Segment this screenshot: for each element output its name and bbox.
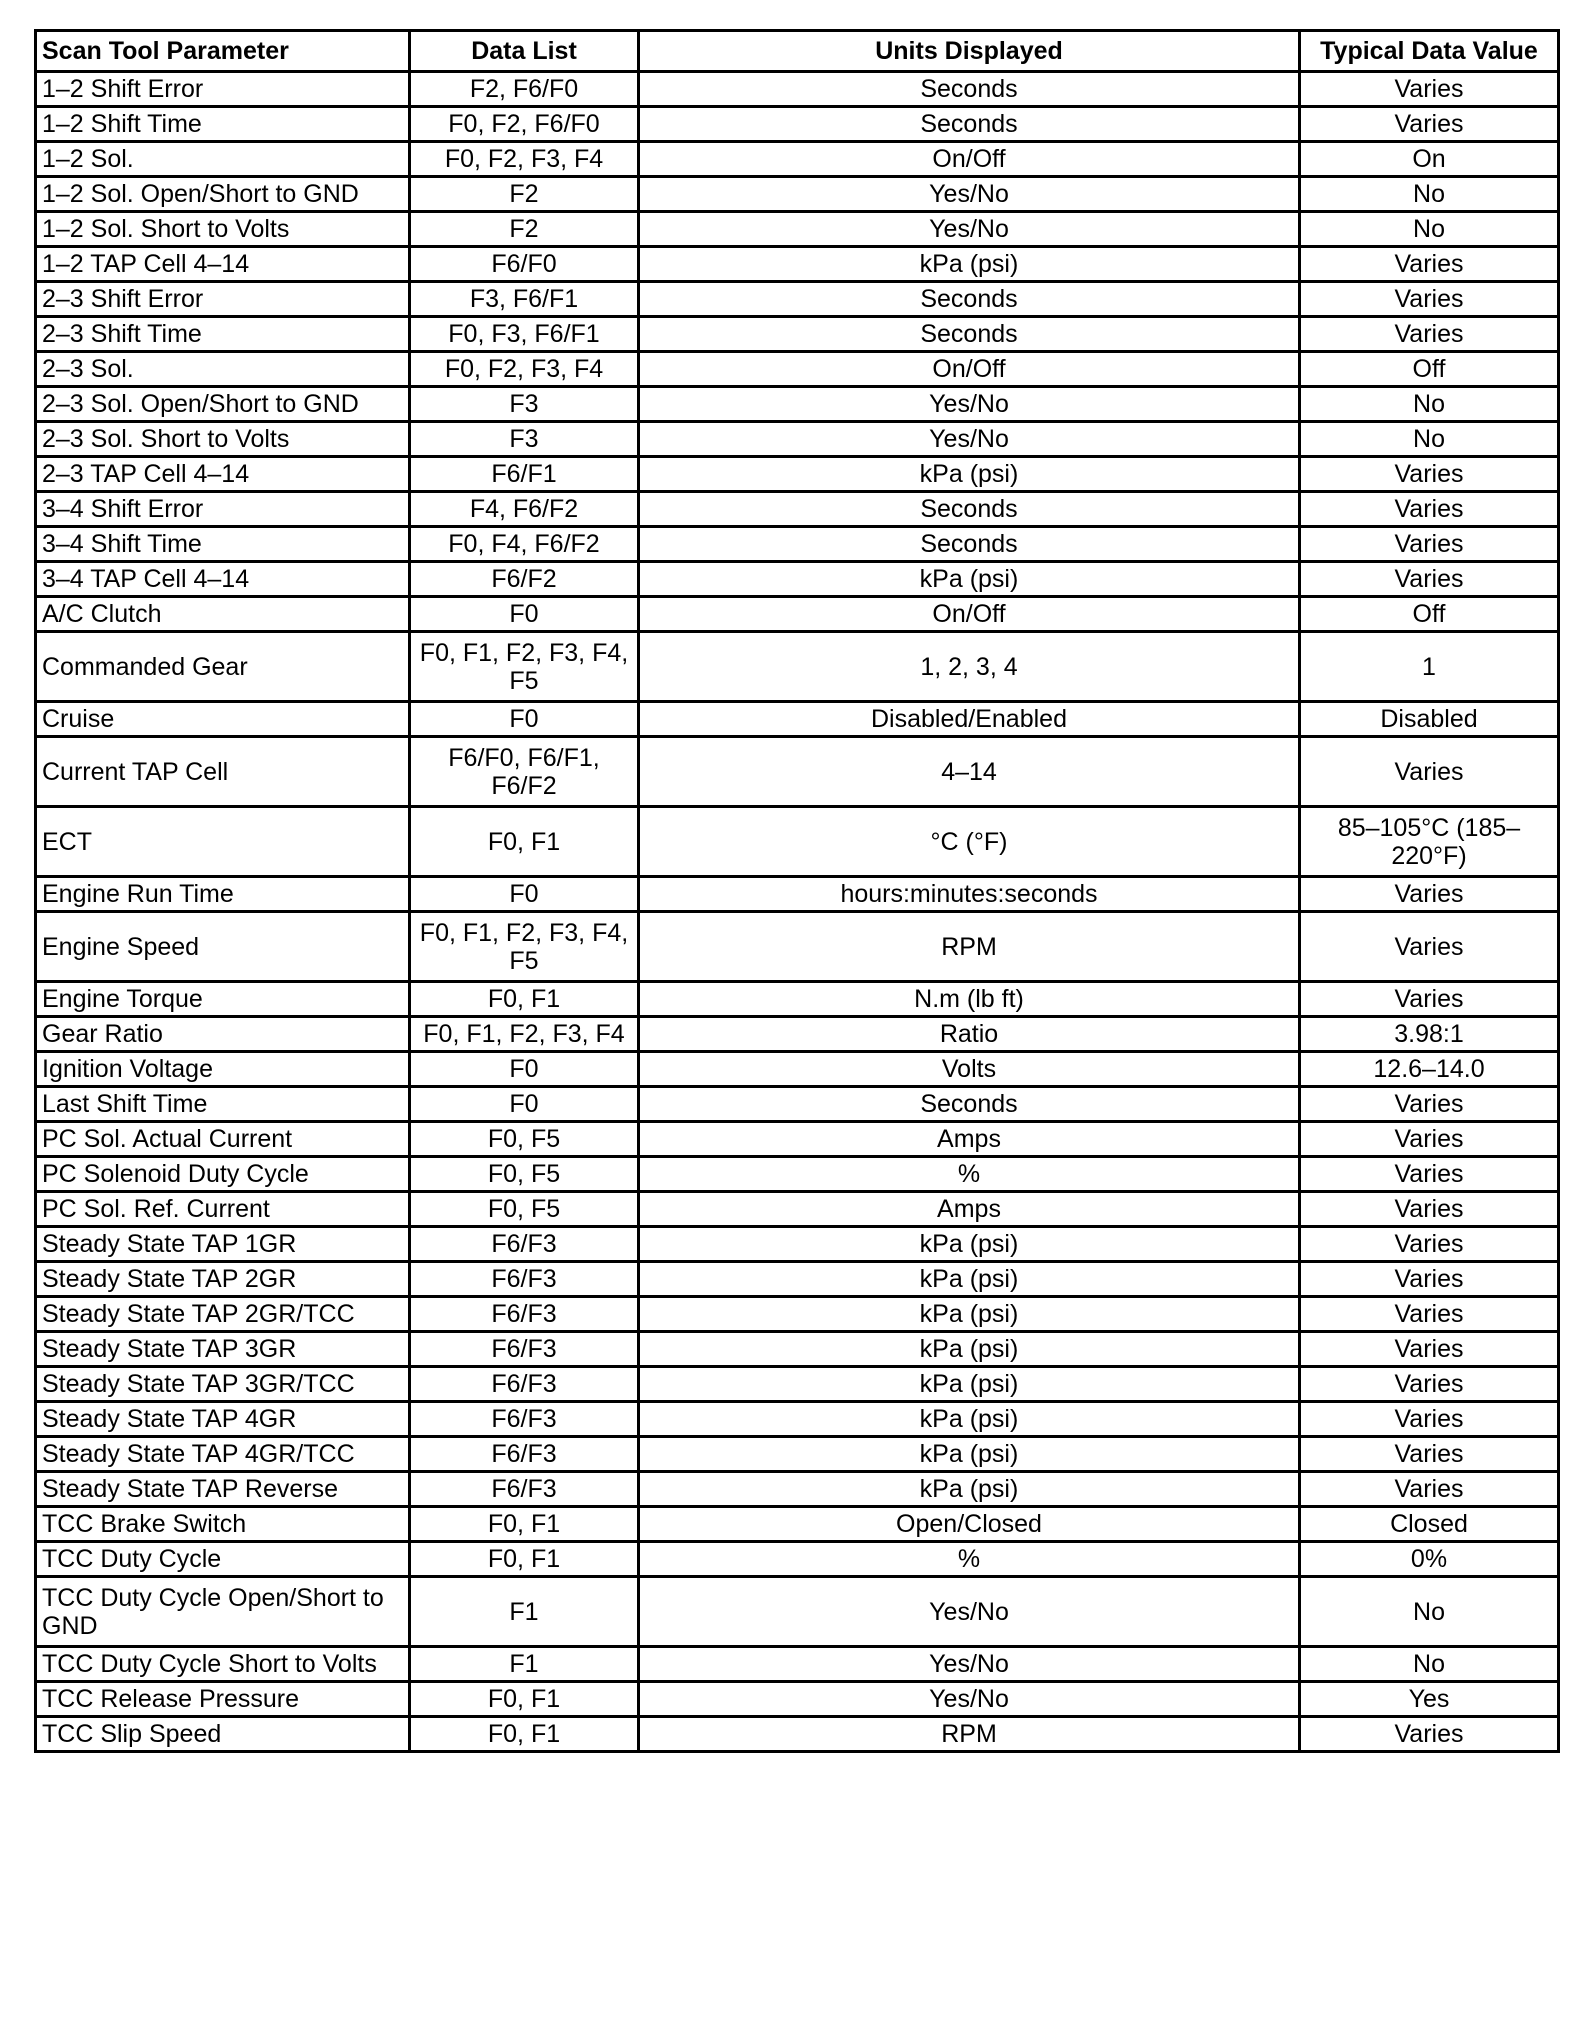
cell-scan-tool-parameter: Steady State TAP 2GR/TCC: [36, 1297, 410, 1332]
table-row: [36, 72, 1559, 107]
table-row: [36, 597, 1559, 632]
cell-typical-data-value: Yes: [1300, 1682, 1559, 1717]
cell-scan-tool-parameter: Steady State TAP 3GR: [36, 1332, 410, 1367]
cell-data-list: F0, F4, F6/F2: [410, 527, 639, 562]
table-row: [36, 912, 1559, 982]
cell-data-list: F1: [410, 1577, 639, 1647]
cell-scan-tool-parameter: Engine Run Time: [36, 877, 410, 912]
cell-scan-tool-parameter: 1–2 Sol. Short to Volts: [36, 212, 410, 247]
table-row: [36, 1332, 1559, 1367]
cell-scan-tool-parameter: PC Sol. Actual Current: [36, 1122, 410, 1157]
cell-typical-data-value: On: [1300, 142, 1559, 177]
cell-units-displayed: Yes/No: [639, 422, 1300, 457]
cell-typical-data-value: Closed: [1300, 1507, 1559, 1542]
cell-typical-data-value: 1: [1300, 632, 1559, 702]
table-row: [36, 1192, 1559, 1227]
table-row: [36, 982, 1559, 1017]
cell-units-displayed: Volts: [639, 1052, 1300, 1087]
cell-data-list: F3: [410, 387, 639, 422]
header-data-list: Data List: [410, 31, 639, 72]
cell-scan-tool-parameter: Steady State TAP 1GR: [36, 1227, 410, 1262]
cell-scan-tool-parameter: TCC Duty Cycle: [36, 1542, 410, 1577]
cell-units-displayed: On/Off: [639, 597, 1300, 632]
cell-typical-data-value: Varies: [1300, 1122, 1559, 1157]
cell-typical-data-value: Varies: [1300, 1192, 1559, 1227]
cell-units-displayed: Seconds: [639, 492, 1300, 527]
cell-units-displayed: kPa (psi): [639, 457, 1300, 492]
cell-typical-data-value: Disabled: [1300, 702, 1559, 737]
cell-scan-tool-parameter: 1–2 Sol.: [36, 142, 410, 177]
cell-scan-tool-parameter: ECT: [36, 807, 410, 877]
table-row: [36, 317, 1559, 352]
header-units-displayed: Units Displayed: [639, 31, 1300, 72]
cell-scan-tool-parameter: 3–4 Shift Time: [36, 527, 410, 562]
cell-units-displayed: Seconds: [639, 317, 1300, 352]
cell-units-displayed: Seconds: [639, 72, 1300, 107]
cell-typical-data-value: Varies: [1300, 527, 1559, 562]
cell-typical-data-value: Off: [1300, 352, 1559, 387]
table-row: [36, 1682, 1559, 1717]
table-row: [36, 1507, 1559, 1542]
cell-typical-data-value: Varies: [1300, 107, 1559, 142]
cell-units-displayed: RPM: [639, 912, 1300, 982]
cell-data-list: F6/F2: [410, 562, 639, 597]
cell-typical-data-value: No: [1300, 212, 1559, 247]
cell-scan-tool-parameter: Engine Torque: [36, 982, 410, 1017]
table-row: [36, 1402, 1559, 1437]
cell-scan-tool-parameter: 1–2 TAP Cell 4–14: [36, 247, 410, 282]
table-row: [36, 212, 1559, 247]
cell-data-list: F0, F5: [410, 1192, 639, 1227]
cell-typical-data-value: Varies: [1300, 247, 1559, 282]
table-row: [36, 352, 1559, 387]
table-row: [36, 1542, 1559, 1577]
cell-scan-tool-parameter: 2–3 Sol. Short to Volts: [36, 422, 410, 457]
cell-data-list: F6/F3: [410, 1332, 639, 1367]
cell-typical-data-value: No: [1300, 387, 1559, 422]
cell-scan-tool-parameter: 2–3 Sol. Open/Short to GND: [36, 387, 410, 422]
cell-units-displayed: Disabled/Enabled: [639, 702, 1300, 737]
table-row: [36, 1437, 1559, 1472]
cell-typical-data-value: 85–105°C (185–220°F): [1300, 807, 1559, 877]
cell-scan-tool-parameter: Commanded Gear: [36, 632, 410, 702]
cell-scan-tool-parameter: 2–3 Sol.: [36, 352, 410, 387]
cell-data-list: F0: [410, 1052, 639, 1087]
cell-data-list: F6/F3: [410, 1367, 639, 1402]
cell-units-displayed: kPa (psi): [639, 1437, 1300, 1472]
cell-typical-data-value: Varies: [1300, 1402, 1559, 1437]
table-row: [36, 1227, 1559, 1262]
cell-data-list: F6/F0: [410, 247, 639, 282]
cell-units-displayed: %: [639, 1542, 1300, 1577]
cell-scan-tool-parameter: TCC Brake Switch: [36, 1507, 410, 1542]
table-row: [36, 1017, 1559, 1052]
table-row: [36, 807, 1559, 877]
cell-units-displayed: Ratio: [639, 1017, 1300, 1052]
cell-data-list: F6/F3: [410, 1402, 639, 1437]
cell-data-list: F1: [410, 1647, 639, 1682]
cell-typical-data-value: 3.98:1: [1300, 1017, 1559, 1052]
cell-data-list: F0, F5: [410, 1122, 639, 1157]
cell-typical-data-value: Varies: [1300, 72, 1559, 107]
cell-scan-tool-parameter: 2–3 TAP Cell 4–14: [36, 457, 410, 492]
table-row: [36, 107, 1559, 142]
cell-typical-data-value: Varies: [1300, 1717, 1559, 1752]
table-row: [36, 247, 1559, 282]
cell-units-displayed: kPa (psi): [639, 562, 1300, 597]
cell-units-displayed: Yes/No: [639, 212, 1300, 247]
cell-data-list: F0, F1: [410, 1682, 639, 1717]
cell-data-list: F0: [410, 702, 639, 737]
cell-typical-data-value: Varies: [1300, 1262, 1559, 1297]
cell-data-list: F6/F3: [410, 1297, 639, 1332]
cell-scan-tool-parameter: 2–3 Shift Error: [36, 282, 410, 317]
table-row: [36, 1122, 1559, 1157]
cell-scan-tool-parameter: Steady State TAP 3GR/TCC: [36, 1367, 410, 1402]
cell-data-list: F0, F5: [410, 1157, 639, 1192]
cell-typical-data-value: Varies: [1300, 317, 1559, 352]
cell-typical-data-value: Varies: [1300, 562, 1559, 597]
cell-units-displayed: kPa (psi): [639, 1262, 1300, 1297]
cell-typical-data-value: No: [1300, 177, 1559, 212]
cell-data-list: F3: [410, 422, 639, 457]
cell-typical-data-value: Varies: [1300, 737, 1559, 807]
cell-data-list: F0, F1: [410, 982, 639, 1017]
cell-data-list: F2: [410, 212, 639, 247]
cell-data-list: F0, F1, F2, F3, F4, F5: [410, 912, 639, 982]
table-row: [36, 1367, 1559, 1402]
cell-data-list: F0: [410, 877, 639, 912]
table-row: [36, 877, 1559, 912]
cell-units-displayed: Seconds: [639, 527, 1300, 562]
cell-scan-tool-parameter: TCC Release Pressure: [36, 1682, 410, 1717]
cell-units-displayed: On/Off: [639, 352, 1300, 387]
cell-data-list: F0, F2, F6/F0: [410, 107, 639, 142]
cell-units-displayed: Amps: [639, 1122, 1300, 1157]
cell-data-list: F6/F3: [410, 1437, 639, 1472]
cell-units-displayed: °C (°F): [639, 807, 1300, 877]
cell-typical-data-value: Varies: [1300, 1437, 1559, 1472]
cell-typical-data-value: Varies: [1300, 457, 1559, 492]
table-row: [36, 422, 1559, 457]
cell-typical-data-value: Varies: [1300, 492, 1559, 527]
cell-scan-tool-parameter: PC Solenoid Duty Cycle: [36, 1157, 410, 1192]
cell-data-list: F2, F6/F0: [410, 72, 639, 107]
cell-typical-data-value: No: [1300, 1647, 1559, 1682]
cell-scan-tool-parameter: 1–2 Shift Time: [36, 107, 410, 142]
cell-scan-tool-parameter: 1–2 Sol. Open/Short to GND: [36, 177, 410, 212]
table-body: [36, 72, 1559, 1752]
cell-units-displayed: kPa (psi): [639, 1332, 1300, 1367]
cell-data-list: F6/F0, F6/F1, F6/F2: [410, 737, 639, 807]
cell-units-displayed: kPa (psi): [639, 1227, 1300, 1262]
cell-scan-tool-parameter: Steady State TAP 4GR/TCC: [36, 1437, 410, 1472]
cell-typical-data-value: Varies: [1300, 1297, 1559, 1332]
cell-scan-tool-parameter: Engine Speed: [36, 912, 410, 982]
cell-scan-tool-parameter: A/C Clutch: [36, 597, 410, 632]
cell-units-displayed: Yes/No: [639, 387, 1300, 422]
table-row: [36, 1262, 1559, 1297]
header-row: [36, 31, 1559, 72]
cell-units-displayed: Seconds: [639, 282, 1300, 317]
cell-typical-data-value: Varies: [1300, 1332, 1559, 1367]
cell-units-displayed: kPa (psi): [639, 1297, 1300, 1332]
table-row: [36, 1052, 1559, 1087]
table-row: [36, 457, 1559, 492]
cell-scan-tool-parameter: TCC Duty Cycle Open/Short to GND: [36, 1577, 410, 1647]
cell-units-displayed: N.m (lb ft): [639, 982, 1300, 1017]
table-row: [36, 1297, 1559, 1332]
table-row: [36, 177, 1559, 212]
header-typical-data-value: Typical Data Value: [1300, 31, 1559, 72]
table-row: [36, 1087, 1559, 1122]
cell-units-displayed: Yes/No: [639, 1682, 1300, 1717]
cell-units-displayed: %: [639, 1157, 1300, 1192]
cell-units-displayed: Open/Closed: [639, 1507, 1300, 1542]
cell-scan-tool-parameter: 3–4 Shift Error: [36, 492, 410, 527]
cell-data-list: F0, F1: [410, 807, 639, 877]
cell-scan-tool-parameter: Last Shift Time: [36, 1087, 410, 1122]
table-row: [36, 527, 1559, 562]
cell-typical-data-value: No: [1300, 422, 1559, 457]
cell-scan-tool-parameter: Ignition Voltage: [36, 1052, 410, 1087]
cell-typical-data-value: Varies: [1300, 1087, 1559, 1122]
cell-data-list: F0, F2, F3, F4: [410, 142, 639, 177]
cell-units-displayed: Yes/No: [639, 177, 1300, 212]
cell-data-list: F6/F3: [410, 1472, 639, 1507]
cell-scan-tool-parameter: 1–2 Shift Error: [36, 72, 410, 107]
cell-scan-tool-parameter: Cruise: [36, 702, 410, 737]
cell-data-list: F0, F1, F2, F3, F4: [410, 1017, 639, 1052]
cell-data-list: F0, F3, F6/F1: [410, 317, 639, 352]
cell-typical-data-value: Varies: [1300, 982, 1559, 1017]
cell-scan-tool-parameter: Steady State TAP 2GR: [36, 1262, 410, 1297]
cell-units-displayed: 4–14: [639, 737, 1300, 807]
scan-tool-data-table: [34, 29, 1560, 1753]
cell-data-list: F0, F1: [410, 1542, 639, 1577]
cell-scan-tool-parameter: Steady State TAP 4GR: [36, 1402, 410, 1437]
cell-typical-data-value: Off: [1300, 597, 1559, 632]
table-row: [36, 562, 1559, 597]
cell-units-displayed: Yes/No: [639, 1577, 1300, 1647]
cell-data-list: F0: [410, 1087, 639, 1122]
cell-typical-data-value: Varies: [1300, 912, 1559, 982]
cell-scan-tool-parameter: TCC Slip Speed: [36, 1717, 410, 1752]
header-scan-tool-parameter: Scan Tool Parameter: [36, 31, 410, 72]
cell-units-displayed: kPa (psi): [639, 1402, 1300, 1437]
cell-units-displayed: Seconds: [639, 107, 1300, 142]
cell-data-list: F6/F1: [410, 457, 639, 492]
cell-scan-tool-parameter: 2–3 Shift Time: [36, 317, 410, 352]
cell-scan-tool-parameter: 3–4 TAP Cell 4–14: [36, 562, 410, 597]
table-row: [36, 492, 1559, 527]
table-row: [36, 1577, 1559, 1647]
cell-units-displayed: RPM: [639, 1717, 1300, 1752]
cell-data-list: F3, F6/F1: [410, 282, 639, 317]
table-row: [36, 1647, 1559, 1682]
cell-typical-data-value: 0%: [1300, 1542, 1559, 1577]
cell-data-list: F6/F3: [410, 1227, 639, 1262]
cell-typical-data-value: Varies: [1300, 1472, 1559, 1507]
cell-units-displayed: Yes/No: [639, 1647, 1300, 1682]
table-row: [36, 142, 1559, 177]
table-row: [36, 282, 1559, 317]
table-row: [36, 632, 1559, 702]
cell-units-displayed: kPa (psi): [639, 247, 1300, 282]
cell-units-displayed: On/Off: [639, 142, 1300, 177]
cell-units-displayed: Amps: [639, 1192, 1300, 1227]
cell-data-list: F0: [410, 597, 639, 632]
table-row: [36, 387, 1559, 422]
cell-units-displayed: 1, 2, 3, 4: [639, 632, 1300, 702]
cell-data-list: F2: [410, 177, 639, 212]
cell-data-list: F4, F6/F2: [410, 492, 639, 527]
cell-units-displayed: Seconds: [639, 1087, 1300, 1122]
cell-scan-tool-parameter: PC Sol. Ref. Current: [36, 1192, 410, 1227]
cell-typical-data-value: Varies: [1300, 1157, 1559, 1192]
cell-typical-data-value: Varies: [1300, 282, 1559, 317]
cell-scan-tool-parameter: TCC Duty Cycle Short to Volts: [36, 1647, 410, 1682]
cell-units-displayed: hours:minutes:seconds: [639, 877, 1300, 912]
cell-typical-data-value: Varies: [1300, 1227, 1559, 1262]
cell-scan-tool-parameter: Gear Ratio: [36, 1017, 410, 1052]
cell-data-list: F0, F1, F2, F3, F4, F5: [410, 632, 639, 702]
cell-typical-data-value: 12.6–14.0: [1300, 1052, 1559, 1087]
cell-typical-data-value: Varies: [1300, 1367, 1559, 1402]
table-row: [36, 1472, 1559, 1507]
cell-data-list: F6/F3: [410, 1262, 639, 1297]
cell-typical-data-value: Varies: [1300, 877, 1559, 912]
table-row: [36, 702, 1559, 737]
cell-units-displayed: kPa (psi): [639, 1367, 1300, 1402]
cell-data-list: F0, F2, F3, F4: [410, 352, 639, 387]
cell-data-list: F0, F1: [410, 1717, 639, 1752]
cell-scan-tool-parameter: Current TAP Cell: [36, 737, 410, 807]
table-row: [36, 737, 1559, 807]
table-row: [36, 1717, 1559, 1752]
table-header: [36, 31, 1559, 72]
cell-units-displayed: kPa (psi): [639, 1472, 1300, 1507]
cell-data-list: F0, F1: [410, 1507, 639, 1542]
table-row: [36, 1157, 1559, 1192]
cell-scan-tool-parameter: Steady State TAP Reverse: [36, 1472, 410, 1507]
cell-typical-data-value: No: [1300, 1577, 1559, 1647]
